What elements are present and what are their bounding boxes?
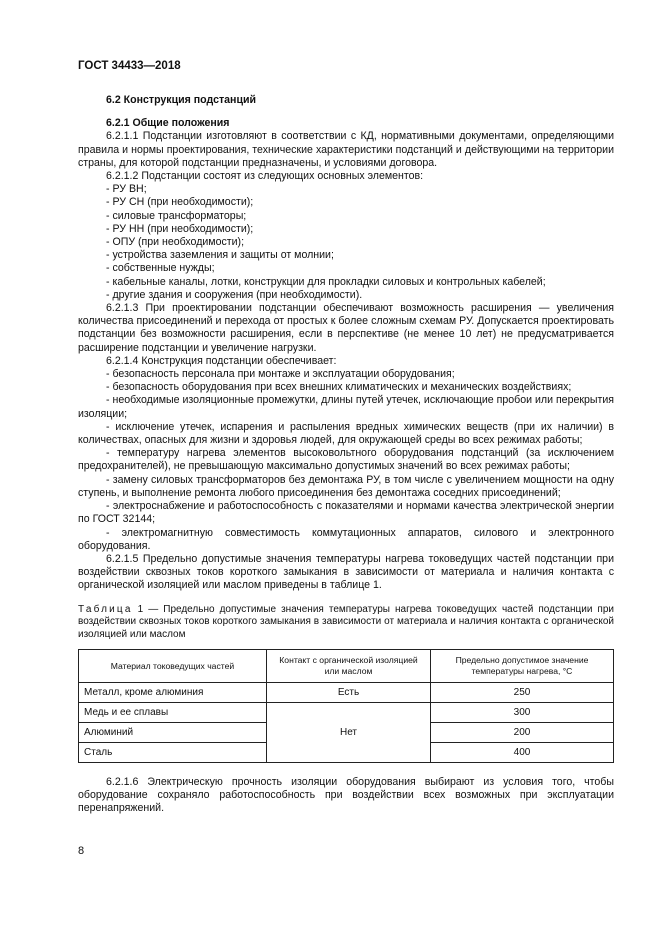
paragraph-6-2-1-6: 6.2.1.6 Электрическую прочность изоляции оборудования выбирают из условия того, чтобы оборудование сохраняло работоспособность при воздействии всех возможных при эксплуатации перенапряжений. (78, 776, 614, 815)
paragraph-6-2-1-5: 6.2.1.5 Предельно допустимые значения температуры нагрева токоведущих частей подстанции при воздействии сквозных токов короткого замыкания в зависимости от материала и наличия контакта с органической изоляцией или маслом приведены в таблице 1. (78, 552, 614, 592)
page-content (78, 94, 614, 816)
paragraph-6-2-1-3: 6.2.1.3 При проектировании подстанции обеспечивают возможность расширения — увеличения количества присоединений и перехода от простых к более сложным схемам РУ. Допускается проектировать подстанции без возможности расширения, если в перспективе (не менее 10 лет) не предусматривается расширение подстанции и увеличение нагрузки. (78, 302, 614, 354)
list-item: - необходимые изоляционные промежутки, длины путей утечек, исключающие пробои или перекрытия изоляции; (78, 394, 614, 420)
temperature-table (78, 649, 614, 763)
list-item: - РУ ВН; (106, 183, 147, 196)
list-item: - устройства заземления и защиты от молнии; (106, 249, 334, 262)
subsection-title: 6.2.1 Общие положения (106, 117, 230, 130)
table-caption (78, 604, 614, 642)
header-material: Материал токоведущих частей (79, 650, 267, 683)
page-number: 8 (78, 845, 85, 857)
cell-contact: Есть (267, 683, 431, 703)
paragraph-6-2-1-4: 6.2.1.4 Конструкция подстанции обеспечивает: (106, 354, 337, 367)
header-contact: Контакт с органической изоляцией или маслом (267, 650, 431, 683)
list-item: - температуру нагрева элементов высоковольтного оборудования подстанций (за исключением предохранителей), не превышающую максимально допустимых значений во всех режимах работы; (78, 447, 614, 473)
list-item: - замену силовых трансформаторов без демонтажа РУ, в том числе с увеличением мощности на одну ступень, и выполнение ремонта любого присоединения без демонтажа соседних присоединений; (78, 473, 614, 499)
list-item: - собственные нужды; (106, 262, 215, 275)
cell-temperature: 400 (431, 743, 614, 763)
list-item: - электромагнитную совместимость коммутационных аппаратов, силового и электронного оборудования. (78, 526, 614, 552)
table-caption-label: Таблица (78, 603, 133, 615)
table-row (79, 683, 614, 703)
list-item: - ОПУ (при необходимости); (106, 236, 245, 249)
list-item: - исключение утечек, испарения и распыления вредных химических веществ (при их наличии) в количествах, опасных для жизни и здоровья людей, для окружающей среды во всех режимах работы; (78, 420, 614, 447)
header-temperature: Предельно допустимое значение температуры нагрева, °С (431, 650, 614, 683)
cell-temperature: 300 (431, 703, 614, 723)
table-header-row (79, 650, 614, 683)
cell-material: Алюминий (79, 723, 267, 743)
cell-material: Медь и ее сплавы (79, 703, 267, 723)
list-item: - безопасность оборудования при всех внешних климатических и механических воздействиях; (106, 381, 572, 394)
cell-material: Металл, кроме алюминия (79, 683, 267, 703)
list-item: - безопасность персонала при монтаже и эксплуатации оборудования; (106, 368, 455, 381)
table-row (79, 703, 614, 723)
section-title: 6.2 Конструкция подстанций (106, 94, 256, 106)
standard-header: ГОСТ 34433—2018 (78, 60, 181, 72)
cell-contact: Нет (267, 703, 431, 763)
cell-temperature: 250 (431, 683, 614, 703)
list-item: - РУ СН (при необходимости); (106, 196, 254, 209)
list-item: - кабельные каналы, лотки, конструкции для прокладки силовых и контрольных кабелей; (106, 275, 546, 288)
cell-material: Сталь (79, 743, 267, 763)
list-item: - РУ НН (при необходимости); (106, 222, 254, 235)
list-item: - другие здания и сооружения (при необходимости). (106, 288, 363, 301)
list-item: - силовые трансформаторы; (106, 209, 247, 222)
table-caption-text: 1 — Предельно допустимые значения температуры нагрева токоведущих частей подстанции при воздействии сквозных токов короткого замыкания в зависимости от материала и наличия контакта с органической изоляцией или маслом (78, 603, 614, 640)
paragraph-6-2-1-2: 6.2.1.2 Подстанции состоят из следующих основных элементов: (106, 170, 424, 183)
paragraph-6-2-1-1: 6.2.1.1 Подстанции изготовляют в соответствии с КД, нормативными документами, определяющими правила и нормы проектирования, технические характеристики подстанций и действующими на территории страны, для которой подстанции предназначены, и условиями договора. (78, 130, 614, 169)
list-item: - электроснабжение и работоспособность с показателями и нормами качества электрической энергии по ГОСТ 32144; (78, 500, 614, 526)
cell-temperature: 200 (431, 723, 614, 743)
